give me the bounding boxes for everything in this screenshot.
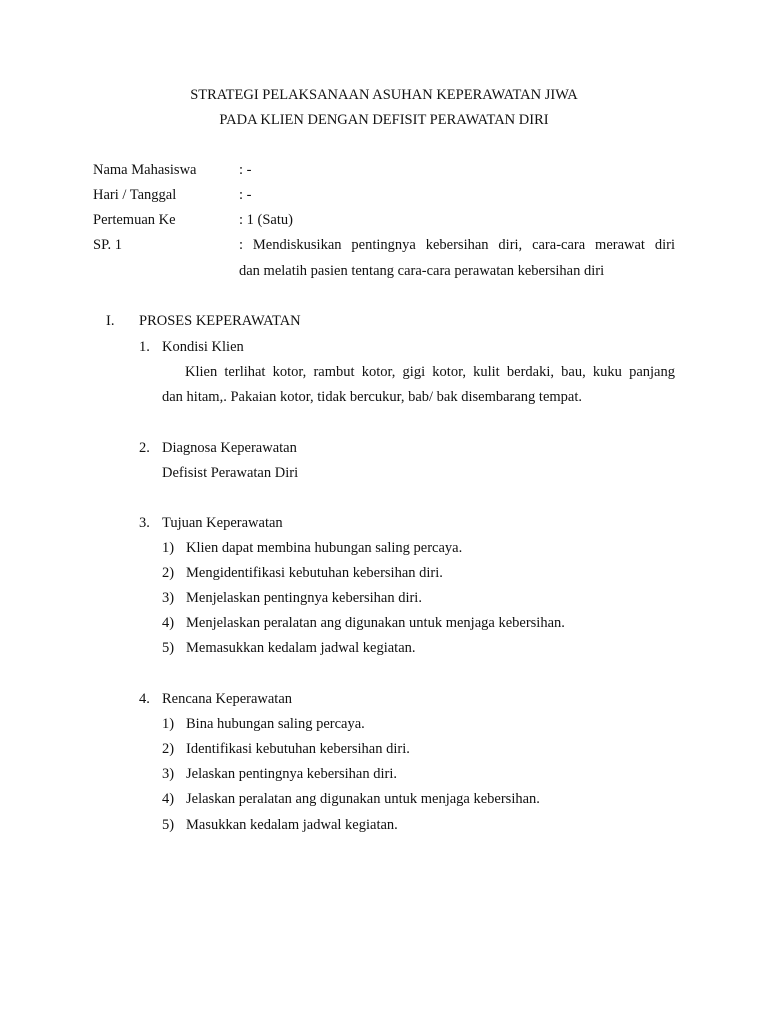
info-label-hari: Hari / Tanggal [93, 187, 177, 203]
list-item-number: 4) [162, 791, 175, 807]
item-3-number: 3. [139, 515, 150, 531]
list-item-number: 5) [162, 640, 175, 656]
list-item-text: Memasukkan kedalam jadwal kegiatan. [186, 640, 416, 656]
list-item-text: Jelaskan peralatan ang digunakan untuk menjaga kebersihan. [186, 791, 540, 807]
info-label-sp: SP. 1 [93, 237, 123, 253]
item-2-title: Diagnosa Keperawatan [162, 440, 297, 456]
document-title-line-2: PADA KLIEN DENGAN DEFISIT PERAWATAN DIRI [219, 112, 549, 128]
info-value-sp: : Mendiskusikan pentingnya kebersihan diri, cara-cara merawat diri [239, 237, 675, 253]
info-label-pertemuan: Pertemuan Ke [93, 212, 176, 228]
item-1-paragraph-line-1: Klien terlihat kotor, rambut kotor, gigi kotor, kulit berdaki, bau, kuku panjang [185, 364, 675, 380]
list-item-text: Identifikasi kebutuhan kebersihan diri. [186, 741, 410, 757]
item-1-title: Kondisi Klien [162, 339, 244, 355]
item-1-number: 1. [139, 339, 150, 355]
item-4-title: Rencana Keperawatan [162, 691, 293, 707]
item-3-title: Tujuan Keperawatan [162, 515, 283, 531]
list-item-text: Menjelaskan peralatan ang digunakan untuk menjaga kebersihan. [186, 615, 565, 631]
section-number: I. [106, 313, 115, 329]
item-4-number: 4. [139, 691, 150, 707]
list-item-text: Menjelaskan pentingnya kebersihan diri. [186, 590, 422, 606]
item-2-number: 2. [139, 440, 150, 456]
list-item-text: Klien dapat membina hubungan saling percaya. [186, 540, 463, 556]
section-title: PROSES KEPERAWATAN [139, 313, 301, 329]
info-value-sp-continuation: dan melatih pasien tentang cara-cara perawatan kebersihan diri [239, 263, 605, 279]
list-item-text: Jelaskan pentingnya kebersihan diri. [186, 766, 397, 782]
list-item-number: 4) [162, 615, 175, 631]
list-item-number: 2) [162, 741, 175, 757]
info-value-hari: : - [239, 187, 252, 203]
info-value-pertemuan: : 1 (Satu) [239, 212, 293, 228]
list-item-number: 1) [162, 540, 175, 556]
document-title-line-1: STRATEGI PELAKSANAAN ASUHAN KEPERAWATAN JIWA [190, 87, 578, 103]
list-item-number: 2) [162, 565, 175, 581]
info-label-nama: Nama Mahasiswa [93, 162, 197, 178]
item-1-paragraph-line-2: dan hitam,. Pakaian kotor, tidak bercukur, bab/ bak disembarang tempat. [162, 389, 583, 405]
item-2-text: Defisist Perawatan Diri [162, 465, 299, 481]
list-item-text: Mengidentifikasi kebutuhan kebersihan diri. [186, 565, 443, 581]
info-value-nama: : - [239, 162, 252, 178]
list-item-number: 3) [162, 766, 175, 782]
list-item-number: 5) [162, 817, 175, 833]
list-item-number: 3) [162, 590, 175, 606]
list-item-text: Masukkan kedalam jadwal kegiatan. [186, 817, 398, 833]
list-item-number: 1) [162, 716, 175, 732]
list-item-text: Bina hubungan saling percaya. [186, 716, 365, 732]
